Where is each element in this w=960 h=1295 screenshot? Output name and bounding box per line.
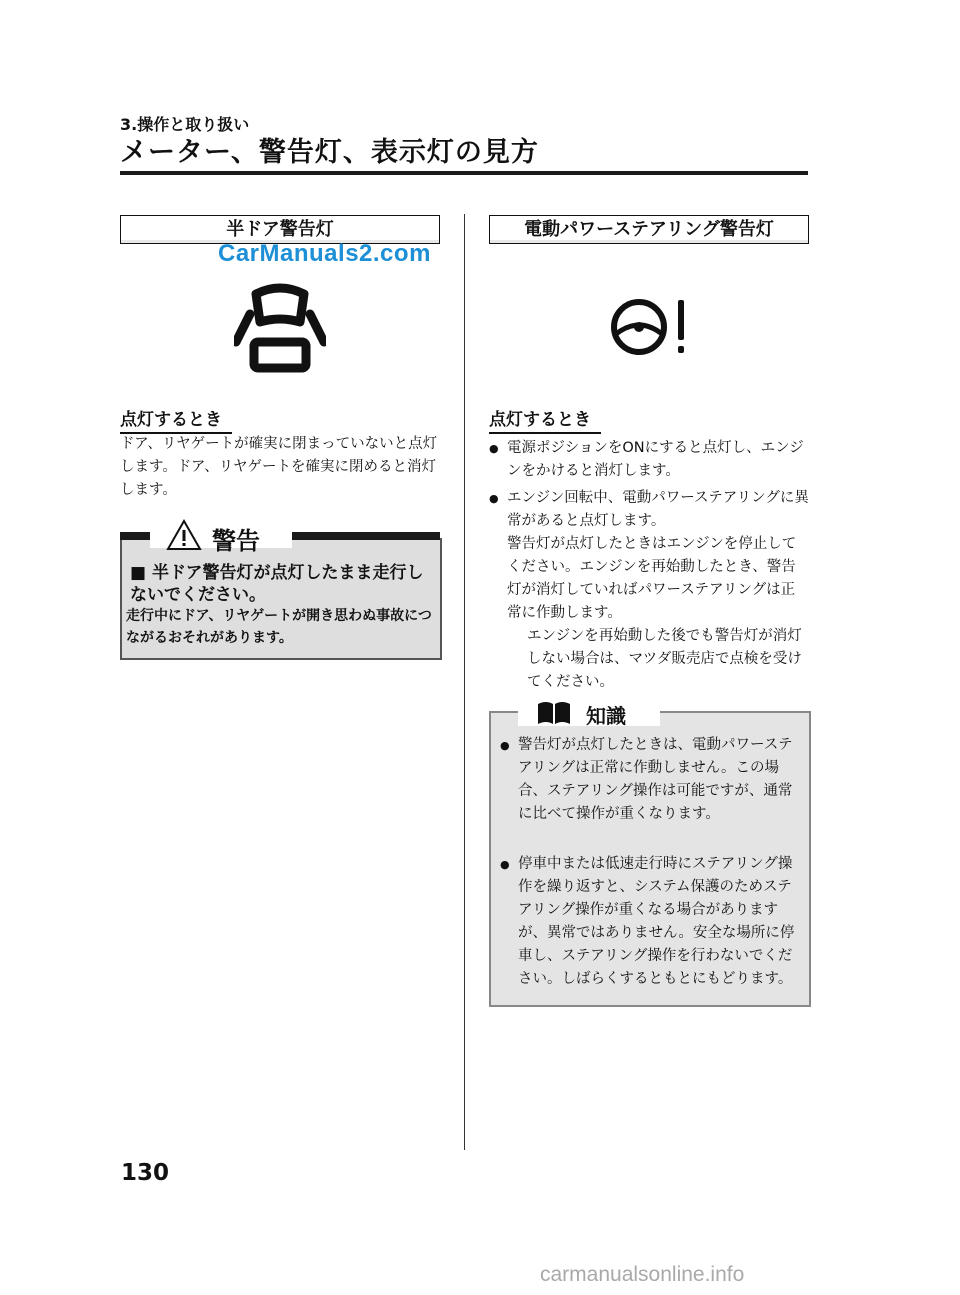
page-title: メーター、警告灯、表示灯の見方 <box>120 137 539 168</box>
list-item <box>500 734 800 826</box>
bullet-icon: ● <box>489 492 499 505</box>
warning-triangle-icon <box>166 519 202 551</box>
right-sub-heading: 点灯するとき <box>489 405 601 434</box>
section-title-eps-warning: 電動パワーステアリング警告灯 <box>489 215 809 244</box>
note-label: 知識 <box>586 704 626 728</box>
bullet-icon: ● <box>500 739 510 752</box>
steering-wheel-warning-icon <box>610 296 692 358</box>
bullet-text: 警告灯が点灯したときは、電動パワーステアリングは正常に作動しません。この場合、ステアリング操作は可能ですが、通常に比べて操作が重くなります。 <box>518 737 793 822</box>
list-item <box>489 487 809 694</box>
section-title-door-warning: 半ドア警告灯 <box>120 215 440 244</box>
page-number: 130 <box>121 1160 170 1186</box>
column-divider <box>464 214 465 1150</box>
bullet-icon: ● <box>500 858 510 871</box>
bullet-indent-text: エンジンを再始動した後でも警告灯が消灯しない場合は、マツダ販売店で点検を受けてください。 <box>527 628 802 690</box>
chapter-label: 3.操作と取り扱い <box>120 115 250 134</box>
warning-heading: ■ 半ドア警告灯が点灯したまま走行しないでください。 <box>130 563 424 605</box>
list-item <box>500 853 800 991</box>
bullet-extra-text: 警告灯が点灯したときはエンジンを停止してください。エンジンを再始動したとき、警告灯が消灯していればパワーステアリングは正常に作動します。 <box>507 536 797 621</box>
bullet-text: 電源ポジションをONにすると点灯し、エンジンをかけると消灯します。 <box>507 440 804 479</box>
warning-label: 警告 <box>212 527 260 555</box>
left-body-text: ドア、リヤゲートが確実に閉まっていないと点灯します。ドア、リヤゲートを確実に閉めると消灯します。 <box>120 436 438 498</box>
title-rule <box>120 171 808 175</box>
left-sub-heading: 点灯するとき <box>120 405 232 434</box>
open-book-icon <box>536 700 572 726</box>
bullet-text: エンジン回転中、電動パワーステアリングに異常があると点灯します。 <box>507 490 809 529</box>
warning-top-rule-left <box>120 532 150 540</box>
bullet-text: 停車中または低速走行時にステアリング操作を繰り返すと、システム保護のためステアリング操作が重くなる場合がありますが、異常ではありません。安全な場所に停車し、ステアリング操作を行わないでください。しばらくするともとにもどります。 <box>518 856 795 987</box>
list-item <box>489 437 809 483</box>
watermark-top: CarManuals2.com <box>218 240 431 267</box>
open-door-car-icon <box>234 282 326 374</box>
warning-text: 走行中にドア、リヤゲートが開き思わぬ事故につながるおそれがあります。 <box>126 608 432 646</box>
bullet-icon: ● <box>489 442 499 455</box>
watermark-bottom: carmanualsonline.info <box>540 1263 745 1286</box>
warning-top-rule-right <box>292 532 440 540</box>
